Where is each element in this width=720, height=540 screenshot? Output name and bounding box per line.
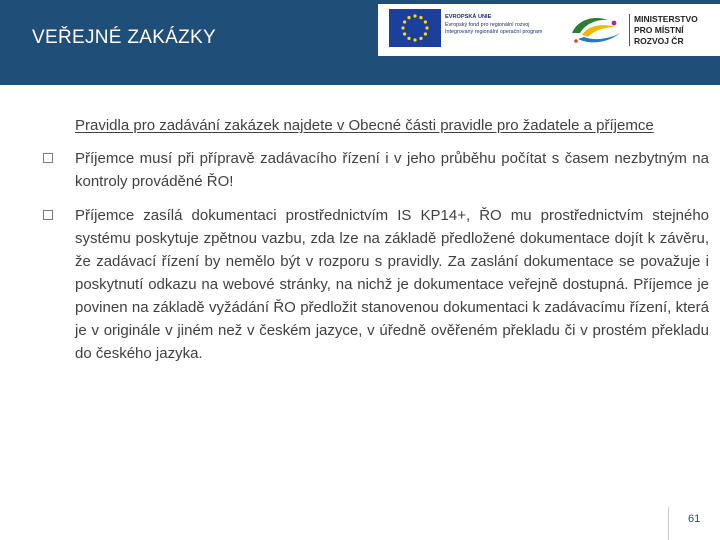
checkbox-bullet-icon [43,153,53,163]
bullet-text: Příjemce musí při přípravě zadávacího řízení i v jeho průběhu počítat s časem nezbytným na kontroly prováděné ŘO! [75,150,709,190]
eu-flag-icon [389,9,441,47]
footer-divider [668,507,669,540]
bullet-item [43,204,709,365]
eu-logo-line1: EVROPSKÁ UNIE [445,14,492,20]
logo-strip [378,4,720,56]
mmr-logo-line3: ROZVOJ ČR [634,36,684,46]
header-bar [0,0,720,85]
page-number: 61 [688,513,701,525]
logo-divider [629,14,630,46]
mmr-logo-line1: MINISTERSTVO [634,14,698,24]
mmr-emblem-icon [568,11,624,49]
bullet-text: Příjemce zasílá dokumentaci prostřednictvím IS KP14+, ŘO mu prostřednictvím stejného systému poskytuje zpětnou vazbu, zda lze na základě předložené dokumentace dojít k závěru, že zadávací řízení by nemělo být v rozporu s pravidly. Za zaslání dokumentace se považuje i poskytnutí odkazu na webové stránky, na nichž je dokumentace veřejně dostupná. Příjemce je povinen na základě vyžádání ŘO předložit stanovenou dokumentaci k zadávacímu řízení, která je v originále v jiném než v českém jazyce, v úředně ověřeném překladu či v prostém překladu do českého jazyka. [75,207,709,362]
intro-link-text[interactable]: Pravidla pro zadávání zakázek najdete v Obecné části pravidle pro žadatele a příjemce [75,117,654,134]
slide-title: VEŘEJNÉ ZAKÁZKY [32,27,216,48]
bullet-item [43,147,709,193]
eu-logo-text [445,14,575,37]
mmr-logo-line2: PRO MÍSTNÍ [634,25,684,35]
eu-logo-line2: Evropský fond pro regionální rozvoj [445,21,530,28]
checkbox-bullet-icon [43,210,53,220]
slide-body [43,114,709,365]
eu-logo-line3: Integrovaný regionální operační program [445,29,543,36]
mmr-logo-text [634,14,698,47]
